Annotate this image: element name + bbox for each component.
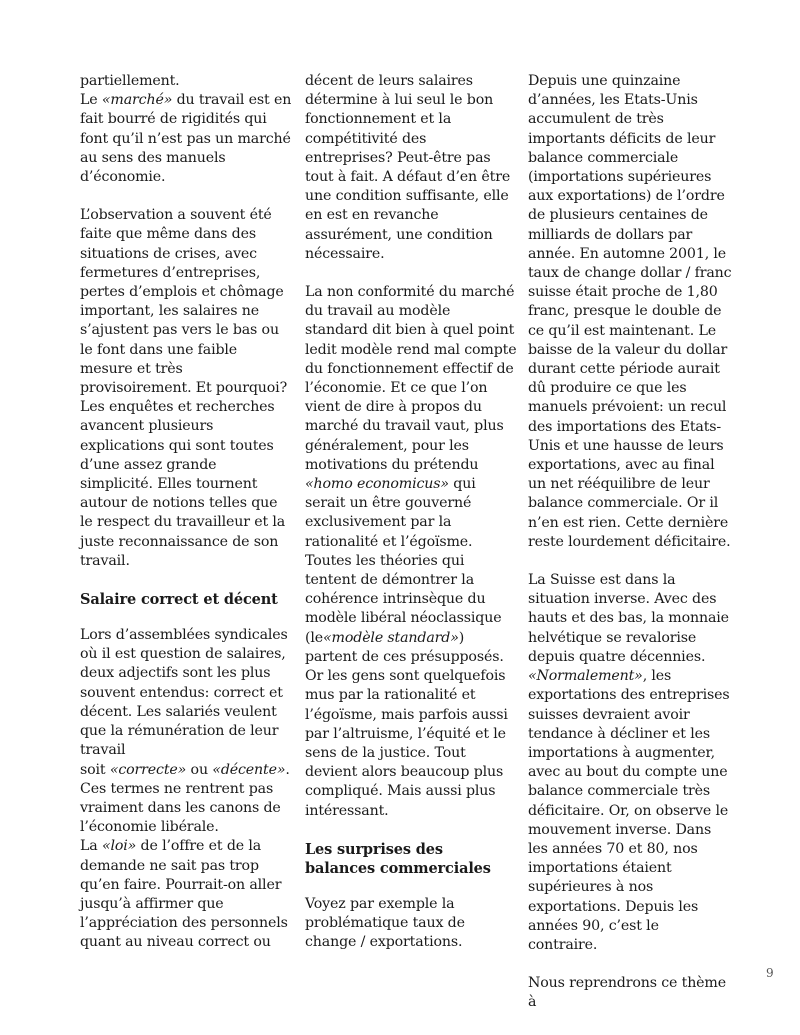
paragraph-text: La Suisse est dans la situation inverse. Avec des hauts et des bas, la monnaie helvétique se revalorise depuis quatre décennies. [528, 572, 729, 665]
paragraph [80, 72, 292, 187]
emphasis-text: «homo economicus» [305, 476, 449, 493]
column-1 [80, 72, 292, 953]
paragraph: L’observation a souvent été faite que même dans des situations de crises, avec fermetures d’entreprises, pertes d’emplois et chômage important, les salaires ne s’ajustent pas vers le bas ou le font dans une faible mesure et très provisoirement. Et pourquoi? Les enquêtes et recherches avancent plusieurs explications qui sont toutes d’une assez grande simplicité. Elles tournent autour de notions telles que le respect du travailleur et la juste reconnaissance de son travail. [80, 207, 288, 569]
paragraph-text: Le [80, 92, 102, 109]
paragraph [80, 626, 292, 952]
emphasis-text: «correcte» [109, 761, 187, 778]
paragraph-text: ) partent de ces présupposés. Or les gens sont quelquefois mus par la rationalité et l’égoïsme, mais parfois aussi par l’altruisme, l’équité et le sens de la justice. Tout devient alors beaucoup plus compliqué. Mais aussi plus intéressant. [305, 629, 508, 819]
page-number: 9 [766, 966, 774, 980]
paragraph-text: , les exportations des entreprises suisses devraient avoir tendance à décliner et les importations à augmenter, avec au bout du compte une balance commerciale très déficitaire. Or, on observe le mouvement inverse. Dans les années 70 et 80, nos importations étaient supérieures à nos exportations. Depuis les années 90, c’est le contraire. [528, 668, 730, 953]
paragraph-text: . Ces termes ne rentrent pas vraiment dans les canons de l’économie libérale. [80, 761, 290, 836]
emphasis-text: «loi» [101, 838, 137, 855]
section-heading-surprises: Les surprises des balances commerciales [305, 840, 491, 877]
paragraph-text: Lors d’assemblées syndicales où il est question de salaires, deux adjectifs sont les plus souvent entendus: correct et décent. Les salariés veulent que la rémunération de leur travail [80, 627, 288, 759]
paragraph: Nous reprendrons ce thème à [528, 975, 726, 1011]
emphasis-text: «décente» [212, 761, 286, 778]
paragraph [528, 571, 732, 955]
column-2 [305, 72, 517, 971]
paragraph-text: du travail est en fait bourré de rigidités qui font qu’il n’est pas un marché au sens des manuels d’économie. [80, 92, 292, 186]
paragraph-text: partiellement. [80, 73, 180, 89]
paragraph-text: qui serait un être gouverné exclusivement par la rationalité et l’égoïsme. Toutes les théories qui tentent de démontrer la cohérence intrinsèque du modèle libéral néoclassique (le [305, 476, 502, 646]
section-heading-salaire: Salaire correct et décent [80, 591, 278, 609]
column-3 [528, 72, 732, 1032]
paragraph-text: La [80, 838, 102, 855]
paragraph: Depuis une quinzaine d’années, les Etats-Unis accumulent de très importants déficits de leur balance commerciale (importations supérieures aux exportations) de l’ordre de plusieurs centaines de milliards de dollars par année. En automne 2001, le taux de change dollar / franc suisse était proche de 1,80 franc, presque le double de ce qu’il est maintenant. Le baisse de la valeur du dollar durant cette période aurait dû produire ce que les manuels prévoient: un recul des importations des Etats-Unis et une hausse de leurs exportations, avec au final un net rééquilibre de leur balance commerciale. Or il n’en est rien. Cette dernière reste lourdement déficitaire. [528, 73, 732, 550]
paragraph: décent de leurs salaires détermine à lui seul le bon fonctionnement et la compétitivité des entreprises? Peut-être pas tout à fait. A défaut d’en être une condition suffisante, elle en est en revanche assurément, une condition nécessaire. [305, 73, 511, 262]
emphasis-text: «marché» [101, 92, 173, 109]
paragraph-text: de l’offre et de la demande ne sait pas trop qu’en faire. Pourrait-on aller jusqu’à affirmer que l’appréciation des personnels quant au niveau correct ou [80, 838, 288, 951]
paragraph-text: La non conformité du marché du travail au modèle standard dit bien à quel point ledit modèle rend mal compte du fonctionnement effectif de l’économie. Et ce que l’on vient de dire à propos du marché du travail vaut, plus généralement, pour les motivations du prétendu [305, 284, 517, 473]
paragraph-text: soit [80, 761, 110, 778]
emphasis-text: «modèle standard» [323, 629, 459, 646]
paragraph [305, 283, 517, 821]
paragraph-text: ou [186, 761, 213, 778]
paragraph: Voyez par exemple la problématique taux de change / exportations. [305, 895, 465, 951]
emphasis-text: «Normalement» [528, 668, 643, 685]
